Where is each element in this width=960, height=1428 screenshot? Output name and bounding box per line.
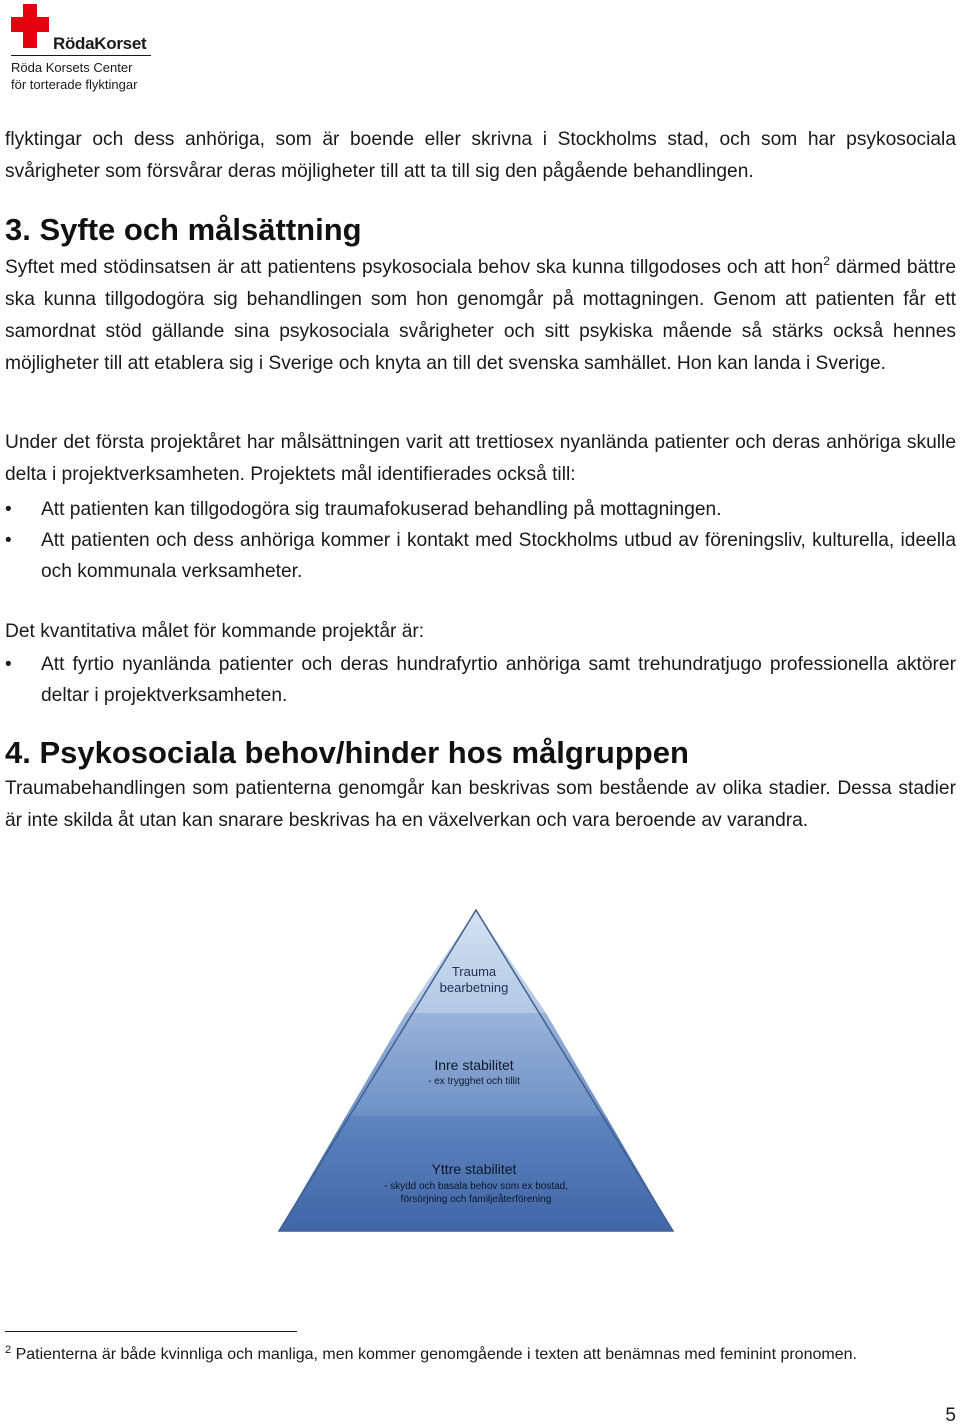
footnote [5,1344,941,1365]
logo-brand: RödaKorset [53,34,147,53]
section-4-heading: 4. Psykosociala behov/hinder hos målgruppen [5,735,689,770]
pyramid-bottom-line1: - skydd och basala behov som ex bostad, [384,1181,568,1192]
pyramid-top-line1: Trauma [451,964,497,979]
section-3-paragraph-1 [5,252,956,380]
goal-bullet-2: Att patienten och dess anhöriga kommer i kontakt med Stockholms utbud av föreningsliv, kulturella, ideella och kommunala verksamheter. [41,530,956,582]
section-3-p1-start: Syftet med stödinsatsen är att patientens psykosociala behov ska kunna tillgodoses och att hon [5,257,824,278]
footnote-number: 2 [5,1344,12,1356]
section-3-p1-rest: därmed bättre ska kunna tillgodogöra sig behandlingen som hon genomgår på mottagningen. Genom att patienten får ett samordnat stöd gällande sina psykosociala svårigheter och sitt psykiska mående så stärks också hennes möjligheter till att etablera sig i Sverige och knyta an till det svenska samhället. Hon kan landa i Sverige. [5,257,956,374]
logo-divider [11,55,151,56]
pyramid-top-tier [406,910,546,1013]
section-3-paragraph-3: Det kvantitativa målet för kommande projektår är: [5,621,425,642]
bullet-icon: • [5,499,12,520]
pyramid-bottom-title: Yttre stabilitet [431,1161,517,1177]
bullet-icon: • [5,654,12,675]
trauma-treatment-pyramid [276,908,676,1234]
footnote-text: Patienterna är både kvinnliga och manliga, men kommer genomgående i texten att benämnas med feminint pronomen. [11,1346,857,1363]
section-4-paragraph-1: Traumabehandlingen som patienterna genomgår kan beskrivas som bestående av olika stadier. Dessa stadier är inte skilda åt utan kan snarare beskrivas ha en växelverkan och vara beroende av varandra. [5,778,956,831]
footnote-divider [5,1331,297,1332]
pyramid-top-line2: bearbetning [439,980,509,995]
footnote-reference: 2 [823,254,830,268]
red-cross-logo [8,4,158,94]
logo-subtitle-line1: Röda Korsets Center [11,60,133,75]
pyramid-middle-subtitle: - ex trygghet och tillit [428,1076,520,1087]
pyramid-middle-title: Inre stabilitet [434,1057,514,1073]
page-number: 5 [945,1405,956,1426]
pyramid-bottom-line2: försörjning och familjeåterförening [400,1194,552,1205]
red-cross-icon [11,4,49,48]
intro-paragraph: flyktingar och dess anhöriga, som är boende eller skrivna i Stockholms stad, och som har psykosociala svårigheter som försvårar deras möjligheter till att ta till sig den pågående behandlingen. [5,129,956,182]
section-3-paragraph-2: Under det första projektåret har målsättningen varit att trettiosex nyanlända patienter och deras anhöriga skulle delta i projektverksamheten. Projektets mål identifierades också till: [5,432,956,485]
bullet-icon: • [5,530,12,551]
section-3-heading: 3. Syfte och målsättning [5,212,362,247]
goal-bullet-1: Att patienten kan tillgodogöra sig traumafokuserad behandling på mottagningen. [41,499,722,520]
logo-subtitle-line2: för torterade flyktingar [11,77,138,92]
quantitative-goal-bullet: Att fyrtio nyanlända patienter och deras hundrafyrtio anhöriga samt trehundratjugo professionella aktörer deltar i projektverksamheten. [41,654,956,706]
